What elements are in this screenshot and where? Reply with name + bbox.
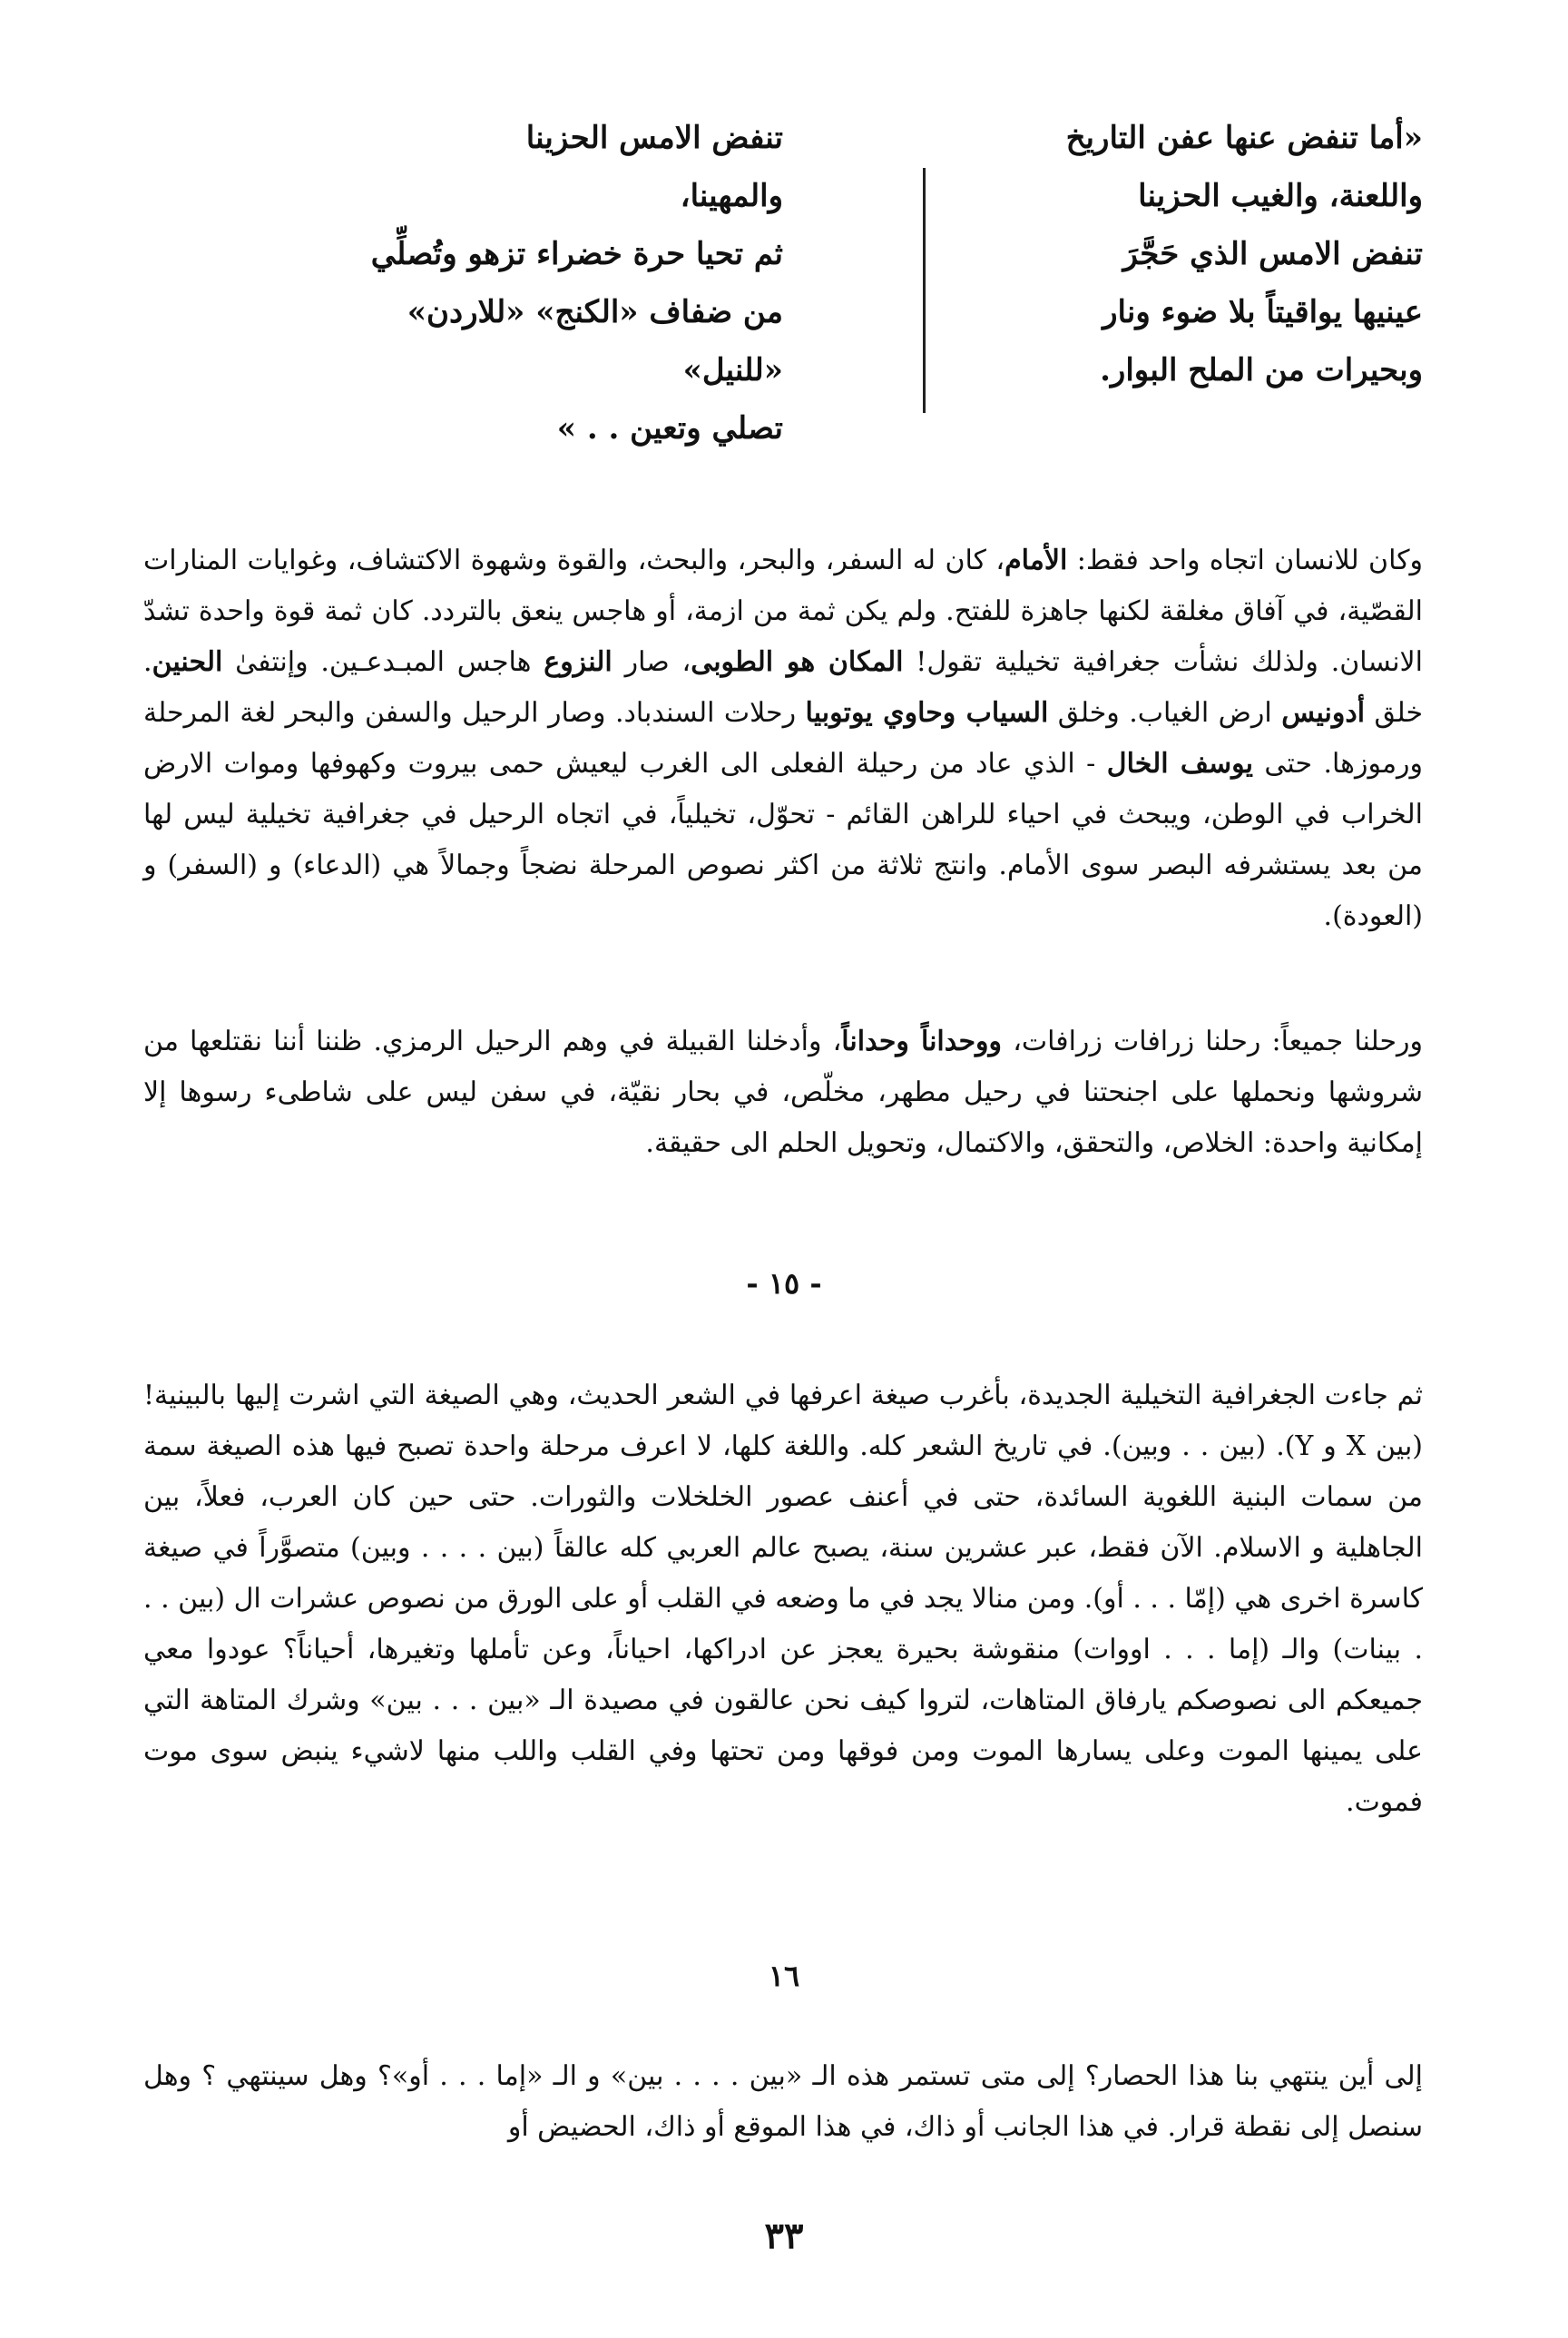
text-run: رحلات السندباد. وصار الرحيل والسفن والبحر لغة المرحلة ورموزها. حتى — [143, 697, 1424, 780]
poem-line: تصلي وتعين . . » — [556, 410, 783, 447]
emphasis-text: الأمام — [1004, 545, 1068, 576]
poem-line: تنفض الامس الحزينا — [525, 120, 783, 156]
poem-left-column — [311, 109, 783, 457]
poem-line: «أما تنفض عنها عفن التاريخ — [1065, 120, 1423, 156]
emphasis-text: أدونيس — [1281, 697, 1366, 729]
text-run: ، كان له السفر، والبحر، والبحث، والقوة وشهوة الاكتشاف، وغوايات المنارات القصّية، في آفاق مغلقة لكنها جاهزة للفتح. ولم يكن ثمة من ازمة، أو هاجس ينعق بالتردد. كان ثمة قوة واحدة تشدّ الانسان. ولذلك نشأت جغرافية تخيلية تقول! — [143, 545, 1424, 678]
poem-line: وبحيرات من الملح البوار. — [1100, 352, 1423, 388]
emphasis-text: النزوع — [544, 646, 612, 678]
body-paragraph-3: ثم جاءت الجغرافية التخيلية الجديدة، بأغرب صيغة اعرفها في الشعر الحديث، وهي الصيغة التي اشرت إليها بالبينية! (بين X و Y). (بين . . وبين). في تاريخ الشعر كله. واللغة كلها، لا اعرف مرحلة واحدة تصبح فيها هذه الصيغة سمة من سمات البنية اللغوية السائدة، حتى في أعنف عصور الخلخلات والثورات. حتى حين كان العرب، فعلاً، بين الجاهلية و الاسلام. الآن فقط، عبر عشرين سنة، يصبح عالم العربي كله عالقاً (بين . . . . وبين) متصوَّراً في صيغة كاسرة اخرى هي (إمّا . . . أو). ومن منالا يجد في ما وضعه في القلب أو على الورق من نصوص عشرات ال (بين . . . بينات) والـ (إما . . . اووات) منقوشة بحيرة يعجز عن ادراكها، احياناً، وعن تأملها وتغيرها، أحياناً؟ عودوا معي جميعكم الى نصوصكم يارفاق المتاهات، لتروا كيف نحن عالقون في مصيدة الـ «بين . . . بين» وشرك المتاهة التي على يمينها الموت وعلى يسارها الموت ومن فوقها ومن تحتها وفي القلب واللب منها لاشيء ينبض سوى موت فموت. — [143, 1380, 1424, 1818]
text-run: ، وأدخلنا القبيلة في وهم الرحيل الرمزي. ظننا أننا نقتلعها من شروشها ونحملها على اجنحتنا في رحيل مطهر، مخلّص، في بحار نقيّة، في سفن ليس على شاطىء رسوها إلا إمكانية واحدة: الخلاص، والتحقق، والاكتمال، وتحويل الحلم الى حقيقة. — [143, 1026, 1423, 1159]
poem-right-column — [951, 109, 1423, 399]
body-paragraph-1 — [143, 535, 1423, 942]
poem-line: عينيها يواقيتاً بلا ضوء ونار — [1102, 294, 1423, 330]
body-paragraph-2 — [143, 1017, 1423, 1169]
poem-line: والمهينا، — [680, 178, 783, 214]
poem-line: من ضفاف «الكنج» «للاردن» — [407, 294, 783, 330]
poem-line: تنفض الامس الذي حَجَّرَ — [1122, 236, 1423, 272]
text-run: ورحلنا جميعاً: رحلنا زرافات زرافات، — [1002, 1026, 1423, 1057]
section-number-16: ١٦ — [768, 1959, 800, 1993]
emphasis-text: يوسف الخال — [1106, 748, 1253, 780]
text-run: وكان للانسان اتجاه واحد فقط: — [1067, 545, 1423, 576]
text-run: ، صار — [612, 646, 691, 678]
text-run: . خلق — [143, 646, 1424, 729]
poem-line: ثم تحيا حرة خضراء تزهو وتُصلِّي — [370, 236, 783, 272]
section-number-15: - ١٥ - — [746, 1266, 822, 1301]
poem-line: واللعنة، والغيب الحزينا — [1138, 178, 1423, 214]
emphasis-text: السياب وحاوي يوتوبيا — [805, 697, 1049, 729]
page-number: ٣٣ — [764, 2215, 804, 2257]
text-run: ارض الغياب. وخلق — [1048, 697, 1282, 729]
emphasis-text: الحنين — [152, 646, 223, 678]
text-run: - الذي عاد من رحيلة الفعلى الى الغرب ليعيش حمى بيروت وكهوفها وموات الارض الخراب في الوطن، ويبحث في احياء للراهن القائم - تحوّل، تخيلياً، في اتجاه الرحيل في جغرافية تخيلية ليس لها من بعد يستشرفه البصر سوى الأمام. وانتج ثلاثة من اكثر نصوص المرحلة نضجاً وجمالاً هي (الدعاء) و (السفر) و (العودة). — [143, 748, 1423, 932]
body-paragraph-4: إلى أين ينتهي بنا هذا الحصار؟ إلى متى تستمر هذه الـ «بين . . . . بين» و الـ «إما . . . أو»؟ وهل سينتهي ؟ وهل سنصل إلى نقطة قرار. في هذا الجانب أو ذاك، في هذا الموقع أو ذاك، الحضيض أو — [143, 2060, 1423, 2143]
text-run: هاجس المبـدعـين. وإنتفىٰ — [222, 646, 544, 678]
poem-line: «للنيل» — [682, 352, 783, 388]
emphasis-text: المكان هو الطوبى — [691, 646, 904, 678]
emphasis-text: ووحداناً وحداناً — [841, 1026, 1003, 1057]
poem-column-divider — [923, 168, 926, 413]
